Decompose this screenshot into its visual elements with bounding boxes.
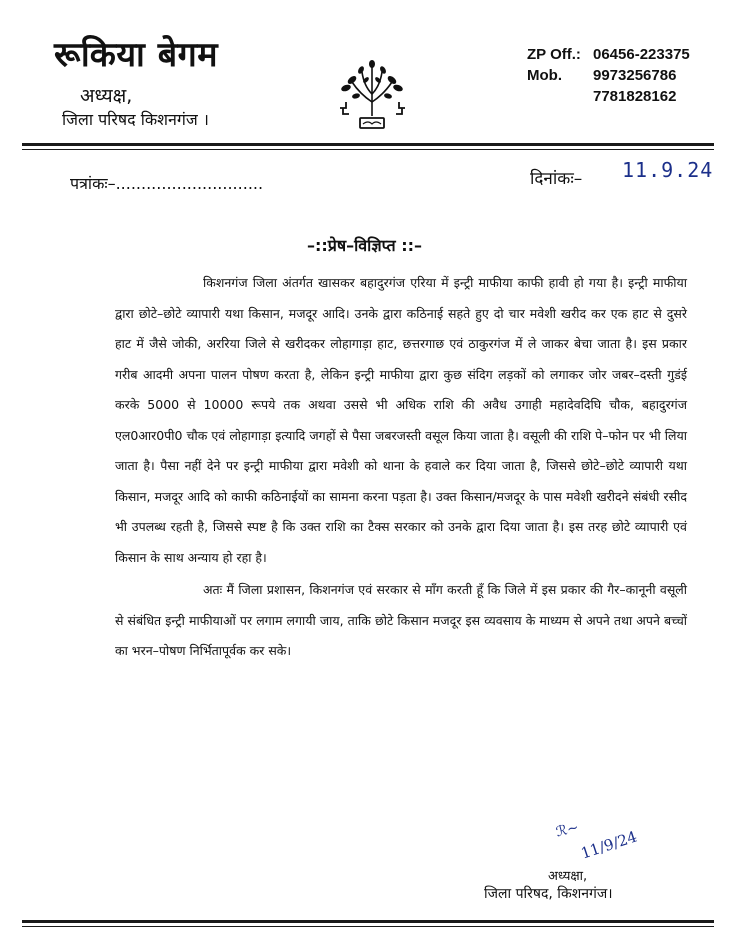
footer-divider: [22, 920, 714, 923]
contact-row: [527, 44, 690, 65]
contact-row: [527, 65, 690, 86]
signatory-office: जिला परिषद, किशनगंज।: [484, 886, 613, 902]
document-title: –::प्रेष–विज्ञिप्त ::–: [306, 236, 422, 255]
contact-label: ZP Off.:: [527, 46, 581, 63]
paragraph: अतः मैं जिला प्रशासन, किशनगंज एवं सरकार से माँग करती हूँ कि जिले में इस प्रकार की गैर–कानूनी वसूली से संबंधित इन्ट्री माफीयाओं पर लगाम लगायी जाय, ताकि छोटे किसान मजदूर इस व्यवसाय के माध्यम से अपने तथा अपने बच्चों का भरन–पोषण निर्भितापूर्वक कर सके।: [115, 582, 687, 658]
signatory-title: अध्यक्षा,: [548, 869, 588, 884]
contact-value: 7781828162: [593, 88, 677, 105]
header-divider: [22, 149, 714, 150]
reference-number: पत्रांकः–.............................: [70, 174, 264, 193]
footer-divider: [22, 926, 714, 927]
paragraph: किशनगंज जिला अंतर्गत खासकर बहादुरगंज एरिया में इन्ट्री माफीया काफी हावी हो गया है। इन्ट्री माफीया द्वारा छोटे–छोटे व्यापारी यथा किसान, मजदूर आदि। उनके द्वारा कठिनाई सहते हुए दो चार मवेशी खरीद कर एक हाट से दुसरे हाट में जैसे जोकी, अररिया जिले से खरीदकर लोहागाड़ा हाट, छत्तरगाछ एवं ठाकुरगंज में ले जाकर बेचा जाता है। इस प्रकार गरीब आदमी अपना पालन पोषण करता है, लेकिन इन्ट्री माफीया द्वारा कुछ संदिग लड़कों को लगाकर जोर जबर–दस्ती गुडंई करके 5000 से 10000 रूपये तक अथवा उससे भी अधिक राशि की अवैध उगाही महादेवदिघि चौक, बहादुरगंज एल0आर0पी0 चौक एवं लोहागाड़ा इत्यादि जगहों से पैसा जबरजस्ती वसूल किया जाता है। वसूली की राशि पे–फोन पर भी लिया जाता है। पैसा नहीं देने पर इन्ट्री माफीया द्वारा मवेशी को थाना के हवाले कर दिया जाता है, जिससे छोटे–छोटे व्यापारी यथा किसान, मजदूर आदि को काफी कठिनाईयों का सामना करना पड़ता है। उक्त किसान/मजदूर के पास मवेशी खरीदने संबंधी रसीद भी उपलब्ध रहती है, जिससे स्पष्ट है कि उक्त राशि का टैक्स सरकार को उनके द्वारा दिया जाता है। इस तरह छोटे व्यापारी एवं किसान के साथ अन्याय हो रहा है।: [115, 275, 687, 565]
contact-row: [527, 86, 690, 107]
date-label: दिनांकः–: [530, 169, 583, 189]
contact-label: Mob.: [527, 67, 562, 84]
sender-name: रूकिया बेगम: [54, 35, 219, 75]
sender-district: जिला परिषद किशनगंज ।: [62, 110, 209, 129]
signature-date: 11/9/24: [578, 827, 640, 863]
handwritten-date: 11.9.24: [622, 158, 714, 182]
contact-label: [527, 86, 591, 107]
signature-mark: ℛ~: [554, 819, 581, 841]
contact-block: [527, 44, 690, 107]
header-divider: [22, 143, 714, 146]
contact-value: 9973256786: [593, 67, 677, 84]
contact-value: 06456-223375: [593, 46, 690, 63]
bihar-emblem-icon: [330, 58, 415, 133]
letter-body: [115, 268, 687, 667]
sender-designation: अध्यक्ष,: [80, 85, 133, 107]
